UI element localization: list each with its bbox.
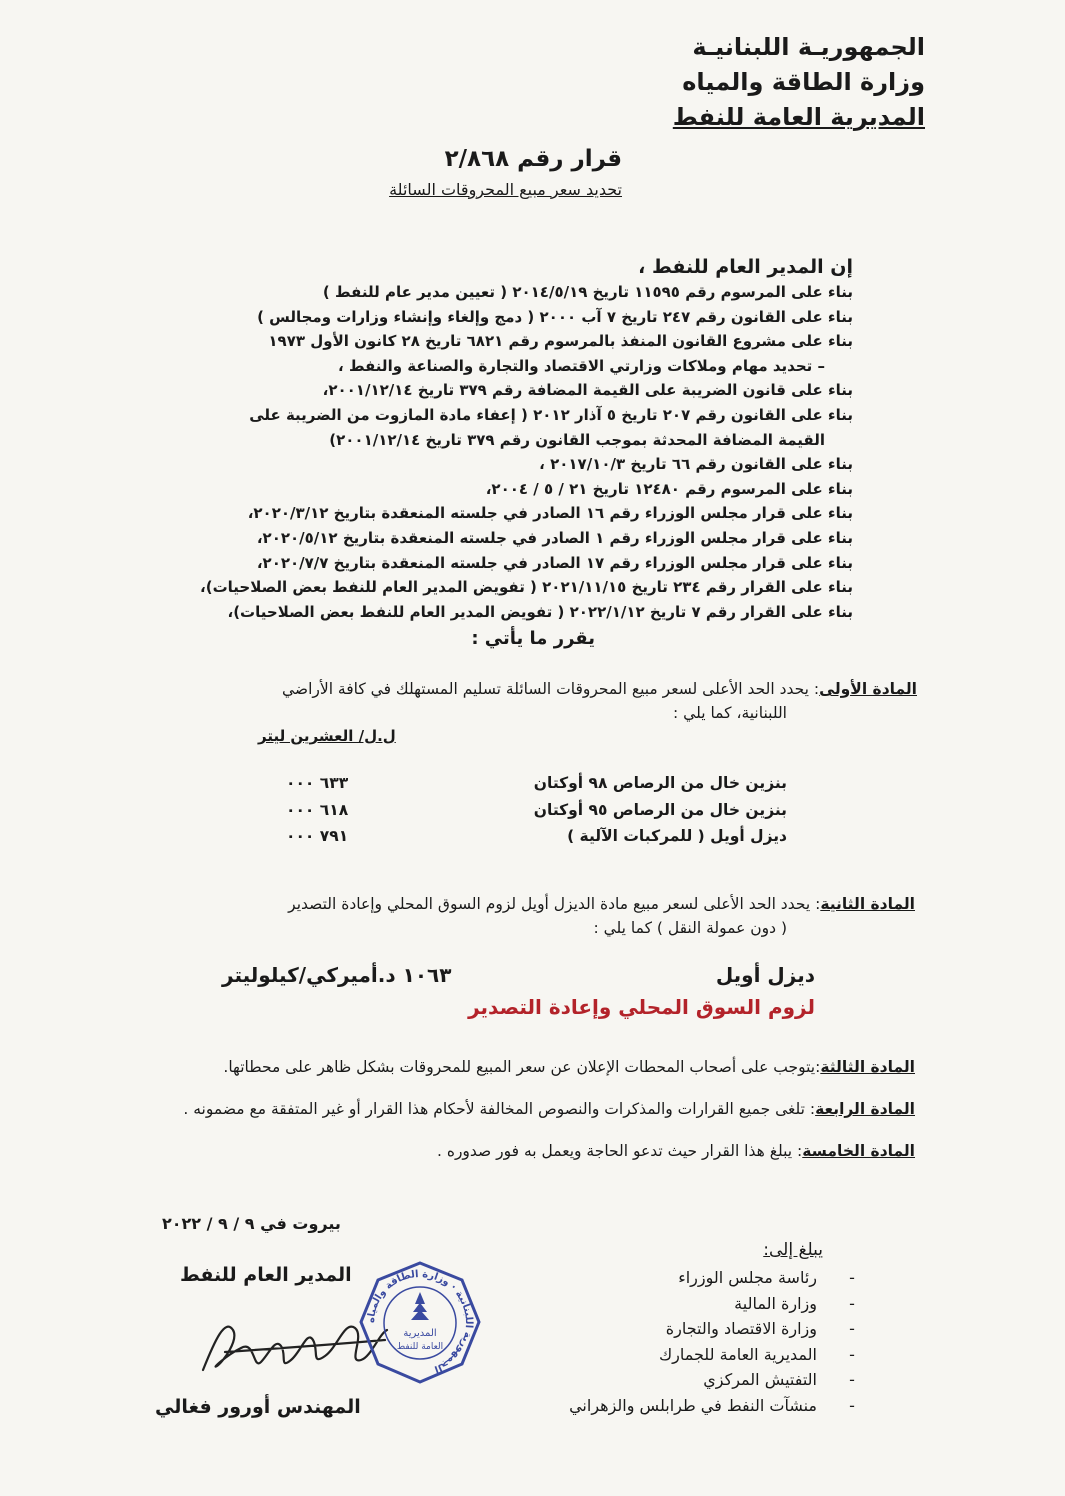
- seal-inner-text-1: المديرية: [403, 1328, 437, 1339]
- signatory-title: المدير العام للنفط: [180, 1264, 352, 1286]
- recital: بناء على القرار رقم ٢٣٤ تاريخ ٢٠٢١/١١/١٥ ( تفويض المدير العام للنفط بعض الصلاحيات)،: [200, 578, 853, 597]
- article-4: [183, 1097, 915, 1121]
- notify-item-text: وزارة الاقتصاد والتجارة: [665, 1319, 817, 1338]
- signatory-name: المهندس أورور فغالي: [155, 1396, 361, 1418]
- preamble: إن المدير العام للنفط ،: [638, 256, 853, 278]
- recital: بناء على قرار مجلس الوزراء رقم ١ الصادر في جلسته المنعقدة بتاريخ ٢٠٢٠/٥/١٢،: [256, 528, 853, 547]
- decision-number: قرار رقم ٢/٨٦٨: [444, 146, 622, 172]
- article-3-text: :يتوجب على أصحاب المحطات الإعلان عن سعر المبيع للمحروقات بشكل ظاهر على محطاتها.: [223, 1058, 821, 1076]
- seal-outer-text: الجمهورية اللبنانية · وزارة الطاقة والمياه: [365, 1268, 475, 1375]
- cedar-icon: [411, 1292, 429, 1320]
- article-4-text: : تلغى جميع القرارات والمذكرات والنصوص المخالفة لأحكام هذا القرار أو غير المتفقة مع مضمونه .: [183, 1100, 816, 1118]
- letterhead-ministry: وزارة الطاقة والمياه: [682, 68, 925, 96]
- article-2-text-cont: ( دون عمولة النقل ) كما يلي :: [593, 919, 787, 937]
- place-date: بيروت في ٩ / ٩ / ٢٠٢٢: [162, 1214, 341, 1233]
- notify-item: [569, 1342, 857, 1368]
- notify-item-text: وزارة المالية: [734, 1293, 817, 1313]
- article-2-label: المادة الثانية: [820, 895, 915, 913]
- notify-item-text: منشآت النفط في طرابلس والزهراني: [569, 1395, 817, 1415]
- letterhead-republic: الجمهوريـة اللبنانيـة: [692, 33, 925, 61]
- article-2: [288, 892, 915, 916]
- recital: بناء على قانون الضريبة على القيمة المضافة رقم ٣٧٩ تاريخ ٢٠٠١/١٢/١٤،: [322, 381, 853, 400]
- fuel-item-name: ديزل أويل ( للمركبات الآلية ): [567, 827, 787, 845]
- notify-item: [569, 1265, 857, 1291]
- letterhead-directorate: المديرية العامة للنفط: [672, 103, 925, 131]
- official-seal-icon: [357, 1260, 483, 1386]
- article-1-text-cont: اللبنانية، كما يلي :: [673, 704, 787, 722]
- recital: بناء على القانون رقم ٢٤٧ تاريخ ٧ آب ٢٠٠٠ ( دمج وإلغاء وإنشاء وزارات ومجالس ): [257, 307, 853, 326]
- notify-item: [569, 1367, 857, 1393]
- list-dash: -: [849, 1268, 855, 1287]
- notify-item-text: المديرية العامة للجمارك: [658, 1344, 817, 1364]
- article-1-label: المادة الأولى: [819, 680, 917, 698]
- recital: بناء على القانون رقم ٢٠٧ تاريخ ٥ آذار ٢٠١٢ ( إعفاء مادة المازوت من الضريبة على: [249, 405, 853, 424]
- seal-inner-text-2: العامة للنفط: [396, 1342, 444, 1352]
- decision-subject: تحديد سعر مبيع المحروقات السائلة: [389, 180, 622, 199]
- fuel-item-name: بنزين خال من الرصاص ٩٥ أوكتان: [533, 801, 787, 819]
- recital: بناء على المرسوم رقم ١٢٤٨٠ تاريخ ٢١ / ٥ / ٢٠٠٤،: [485, 479, 853, 498]
- notify-item-text: التفتيش المركزي: [703, 1370, 817, 1389]
- recitals: [73, 280, 853, 624]
- diesel-purpose: لزوم السوق المحلي وإعادة التصدير: [468, 995, 815, 1019]
- fuel-item-price: ٧٩١ ٠٠٠: [286, 827, 349, 845]
- recital: بناء على القانون رقم ٦٦ تاريخ ٢٠١٧/١٠/٣ ،: [539, 455, 853, 474]
- fuel-item-price: ٦٣٣ ٠٠٠: [286, 774, 349, 792]
- recital: بناء على قرار مجلس الوزراء رقم ١٦ الصادر في جلسته المنعقدة بتاريخ ٢٠٢٠/٣/١٢،: [247, 504, 853, 523]
- list-dash: -: [849, 1370, 855, 1389]
- fuel-item-name: بنزين خال من الرصاص ٩٨ أوكتان: [533, 774, 787, 792]
- article-3-label: المادة الثالثة: [820, 1058, 915, 1076]
- price-unit: ل.ل/ العشرين ليتر: [258, 727, 396, 745]
- article-5: [437, 1139, 915, 1163]
- article-4-label: المادة الرابعة: [815, 1100, 915, 1118]
- article-5-text: : يبلغ هذا القرار حيث تدعو الحاجة ويعمل به فور صدوره .: [436, 1142, 803, 1160]
- notify-item-text: رئاسة مجلس الوزراء: [678, 1268, 817, 1287]
- recital: – تحديد مهام وملاكات وزارتي الاقتصاد والتجارة والصناعة والنفط ،: [338, 356, 825, 375]
- list-dash: -: [849, 1293, 855, 1313]
- recital: بناء على مشروع القانون المنفذ بالمرسوم رقم ٦٨٢١ تاريخ ٢٨ كانون الأول ١٩٧٣: [268, 332, 853, 351]
- notify-item: [569, 1316, 857, 1342]
- decides-heading: يقرر ما يأتي :: [471, 628, 595, 649]
- article-5-label: المادة الخامسة: [802, 1142, 915, 1160]
- list-dash: -: [849, 1319, 855, 1338]
- notify-list: [569, 1265, 857, 1418]
- notify-label: يبلغ إلى:: [763, 1240, 823, 1260]
- letterhead: [673, 30, 925, 135]
- recital: بناء على القرار رقم ٧ تاريخ ٢٠٢٢/١/١٢ ( تفويض المدير العام للنفط بعض الصلاحيات)،: [227, 602, 853, 621]
- notify-item: [569, 1291, 857, 1317]
- list-dash: -: [849, 1344, 855, 1364]
- list-dash: -: [849, 1395, 855, 1415]
- diesel-price: ١٠٦٣ د.أميركي/كيلوليتر: [222, 963, 452, 987]
- article-1: [282, 677, 917, 701]
- article-2-text: : يحدد الحد الأعلى لسعر مبيع مادة الديزل أويل لزوم السوق المحلي وإعادة التصدير: [288, 895, 821, 913]
- recital: بناء على قرار مجلس الوزراء رقم ١٧ الصادر في جلسته المنعقدة بتاريخ ٢٠٢٠/٧/٧،: [256, 553, 853, 572]
- notify-item: [569, 1393, 857, 1419]
- article-1-text: : يحدد الحد الأعلى لسعر مبيع المحروقات السائلة تسليم المستهلك في كافة الأراضي: [281, 680, 820, 698]
- recital: بناء على المرسوم رقم ١١٥٩٥ تاريخ ٢٠١٤/٥/١٩ ( تعيين مدير عام للنفط ): [322, 283, 853, 301]
- recital: القيمة المضافة المحدثة بموجب القانون رقم ٣٧٩ تاريخ ٢٠٠١/١٢/١٤): [329, 430, 825, 449]
- article-3: [223, 1055, 915, 1079]
- diesel-product: ديزل أويل: [715, 963, 815, 987]
- fuel-item-price: ٦١٨ ٠٠٠: [286, 801, 349, 819]
